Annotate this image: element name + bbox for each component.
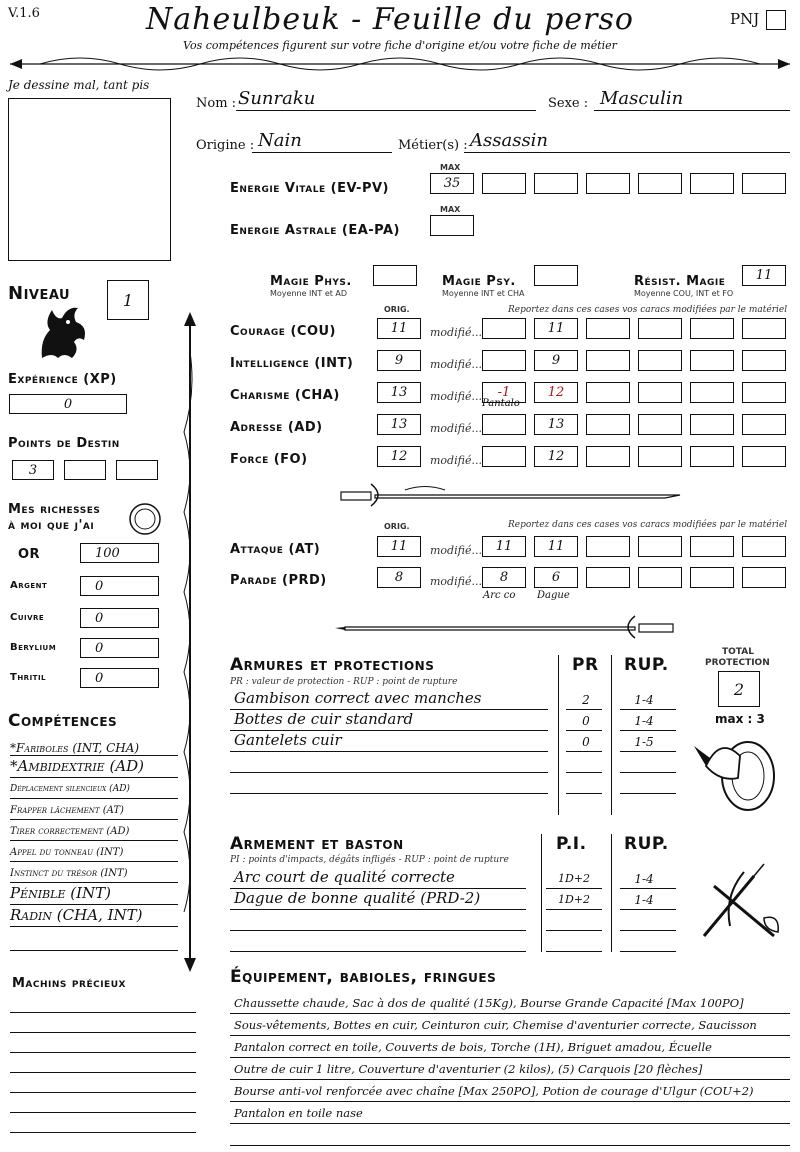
combat-mod-box[interactable]: [586, 536, 630, 557]
ea-label: Energie Astrale (EA-PA): [230, 223, 401, 238]
attr-label: Intelligence (INT): [230, 356, 354, 371]
armor-col-rup: RUP.: [624, 655, 669, 675]
ea-max-label: MAX: [440, 205, 461, 214]
armor-row-rup[interactable]: 1-4: [634, 693, 654, 707]
armor-col-divider-1: [558, 655, 559, 815]
combat-mod-box[interactable]: [690, 567, 734, 588]
combat-modified-label: modifié...: [430, 544, 482, 557]
xp-label: Expérience (XP): [8, 372, 117, 387]
weapon-row-line: [230, 951, 526, 952]
sex-underline: [594, 110, 790, 111]
armor-row-pr[interactable]: 0: [582, 735, 590, 749]
weapon-pi-line: [546, 909, 602, 910]
ea-max-box[interactable]: [430, 215, 474, 236]
job-value[interactable]: Assassin: [470, 130, 549, 151]
attr-mod-box[interactable]: [690, 350, 734, 371]
coin-icon: [128, 502, 162, 536]
attr-mod-box[interactable]: [586, 446, 630, 467]
npc-checkbox[interactable]: [766, 10, 786, 30]
weapon-pi-line: [546, 888, 602, 889]
attr-mod-box[interactable]: [742, 350, 786, 371]
skill-line: [10, 819, 178, 820]
npc-label: PNJ: [730, 10, 760, 28]
helmet-shield-icon: [692, 726, 782, 816]
armor-row-name[interactable]: Gambison correct avec manches: [234, 689, 482, 707]
attr-mod-box[interactable]: [638, 350, 682, 371]
wealth-label: Argent: [10, 580, 48, 591]
equipment-line[interactable]: Pantalon en toile nase: [234, 1106, 363, 1120]
equipment-underline: [230, 1079, 790, 1080]
precious-line[interactable]: [10, 1132, 196, 1133]
attr-mod-box[interactable]: [690, 382, 734, 403]
weapon-row-pi[interactable]: 1D+2: [557, 893, 591, 906]
resist-magic-box[interactable]: 11: [742, 265, 786, 286]
equipment-underline: [230, 1013, 790, 1014]
skill-item[interactable]: *Fariboles (INT, CHA): [10, 741, 140, 755]
origin-value[interactable]: Nain: [258, 130, 302, 151]
attr-mod-box[interactable]: [742, 446, 786, 467]
weapon-pi-line: [546, 930, 602, 931]
magic-psy-sub: Moyenne INT et CHA: [442, 289, 525, 298]
wealth-value-box[interactable]: 0: [80, 638, 159, 658]
combat-mod-box[interactable]: 11: [534, 536, 578, 557]
attr-orig-box[interactable]: 12: [377, 446, 421, 467]
wealth-label: Thritil: [10, 672, 47, 683]
ev-box-3[interactable]: [586, 173, 630, 194]
attr-mod-box[interactable]: [586, 318, 630, 339]
combat-orig-label: ORIG.: [384, 522, 410, 531]
max-protection-label: max : 3: [715, 712, 765, 726]
ev-max-label: MAX: [440, 163, 461, 172]
weapon-row-rup[interactable]: 1-4: [634, 872, 654, 886]
combat-note: Reportez dans ces cases vos caracs modifiées par le matériel: [508, 520, 788, 530]
weapon-rup-line: [620, 930, 676, 931]
ev-label: Energie Vitale (EV-PV): [230, 181, 389, 196]
wealth-value-box[interactable]: 100: [80, 543, 159, 563]
weapon-rup-line: [620, 888, 676, 889]
attr-mod-box[interactable]: [586, 382, 630, 403]
weapons-sub: PI : points d'impacts, dégâts infligés - RUP : point de rupture: [230, 855, 509, 865]
armor-row-line: [230, 793, 548, 794]
weapon-pi-line: [546, 951, 602, 952]
combat-orig-box[interactable]: 11: [377, 536, 421, 557]
skills-title: Compétences: [8, 711, 118, 731]
skill-line: [10, 950, 178, 951]
armor-row-line: [230, 772, 548, 773]
equipment-line[interactable]: Outre de cuir 1 litre, Couverture d'aventurier (2 kilos), (5) Carquois [20 flèches]: [234, 1062, 703, 1076]
skill-item[interactable]: Radin (CHA, INT): [10, 906, 143, 924]
attr-note: Reportez dans ces cases vos caracs modifiées par le matériel: [508, 305, 788, 315]
xp-box[interactable]: 0: [9, 394, 127, 414]
weapon-row-pi[interactable]: 1D+2: [557, 872, 591, 885]
total-protection-label-2: PROTECTION: [705, 658, 770, 668]
equipment-underline: [230, 1057, 790, 1058]
skill-line: [10, 798, 178, 799]
ev-box-6[interactable]: [742, 173, 786, 194]
attr-mod-box[interactable]: 9: [534, 350, 578, 371]
magic-phys-box[interactable]: [373, 265, 417, 286]
armor-row-name[interactable]: Bottes de cuir standard: [234, 710, 414, 728]
attr-modified-label: modifié...: [430, 422, 482, 435]
attr-orig-box[interactable]: 13: [377, 414, 421, 435]
level-box[interactable]: 1: [107, 280, 149, 320]
attr-mod-box[interactable]: 12: [534, 382, 578, 403]
armor-row-pr[interactable]: 2: [582, 693, 590, 707]
sword-ornament-2: [335, 612, 685, 642]
armor-pr-line: [566, 793, 602, 794]
attr-mod-box[interactable]: [638, 446, 682, 467]
attr-modified-label: modifié...: [430, 390, 482, 403]
combat-note-dague: Dague: [537, 590, 570, 601]
weapon-rup-line: [620, 951, 676, 952]
attr-mod-box[interactable]: 11: [534, 318, 578, 339]
equipment-title: Équipement, babioles, fringues: [230, 967, 497, 987]
wealth-label: Berylium: [10, 642, 57, 653]
origin-label: Origine :: [196, 138, 255, 153]
sword-ornament-1: [335, 480, 685, 510]
armor-sub: PR : valeur de protection - RUP : point de rupture: [230, 677, 458, 687]
skill-item[interactable]: Pénible (INT): [10, 884, 112, 902]
weapon-row-line: [230, 909, 526, 910]
attr-orig-box[interactable]: 9: [377, 350, 421, 371]
attr-mod-box[interactable]: [586, 350, 630, 371]
combat-mod-box[interactable]: [638, 567, 682, 588]
combat-label: Attaque (AT): [230, 542, 321, 557]
armor-pr-line: [566, 751, 602, 752]
attr-orig-box[interactable]: 13: [377, 382, 421, 403]
precious-line[interactable]: [10, 1012, 196, 1013]
equipment-underline: [230, 1035, 790, 1036]
attr-mod-box[interactable]: [638, 382, 682, 403]
armor-rup-line: [620, 772, 676, 773]
combat-mod-box[interactable]: [586, 567, 630, 588]
weapons-col-divider-2: [611, 834, 612, 952]
attr-label: Adresse (AD): [230, 420, 323, 435]
combat-mod-box[interactable]: 6: [534, 567, 578, 588]
total-protection-box[interactable]: 2: [718, 671, 760, 707]
attr-mod-box[interactable]: [690, 318, 734, 339]
destiny-box-2[interactable]: [64, 460, 106, 480]
attr-mod-box[interactable]: [586, 414, 630, 435]
wealth-value-box[interactable]: 0: [80, 668, 159, 688]
combat-label: Parade (PRD): [230, 573, 327, 588]
magic-phys-sub: Moyenne INT et AD: [270, 289, 348, 298]
attr-mod-box[interactable]: 13: [534, 414, 578, 435]
level-label: Niveau: [8, 283, 71, 304]
destiny-label: Points de Destin: [8, 436, 120, 451]
armor-col-pr: PR: [572, 655, 599, 675]
attr-orig-box[interactable]: 11: [377, 318, 421, 339]
attr-orig-label: ORIG.: [384, 305, 410, 314]
skill-item[interactable]: Déplacement silencieux (AD): [10, 784, 130, 794]
equipment-underline: [230, 1101, 790, 1102]
equipment-line[interactable]: Bourse anti-vol renforcée avec chaîne [Max 250PO], Potion de courage d'Ulgur (COU+2): [234, 1084, 754, 1098]
precious-line[interactable]: [10, 1072, 196, 1073]
wealth-value-box[interactable]: 0: [80, 576, 159, 596]
equipment-line[interactable]: Sous-vêtements, Bottes en cuir, Ceinturon cuir, Chemise d'aventurier correcte, Saucisson: [234, 1018, 757, 1032]
total-protection-label-1: TOTAL: [722, 647, 754, 657]
equipment-underline: [230, 1123, 790, 1124]
version-label: V.1.6: [8, 6, 40, 21]
origin-underline: [252, 152, 392, 153]
armor-row-pr[interactable]: 0: [582, 714, 590, 728]
sex-value[interactable]: Masculin: [600, 88, 684, 109]
weapons-col-pi: P.I.: [556, 834, 587, 854]
skill-item[interactable]: Appel du tonneau (INT): [10, 847, 124, 858]
attr-mod-box[interactable]: [690, 446, 734, 467]
ev-box-1[interactable]: [482, 173, 526, 194]
wealth-label-2: à moi que j'ai: [8, 518, 95, 533]
precious-title: Machins précieux: [12, 976, 126, 991]
job-label: Métier(s) :: [398, 138, 468, 153]
skill-line: [10, 777, 178, 778]
attr-mod-box[interactable]: [638, 414, 682, 435]
weapon-rup-line: [620, 909, 676, 910]
attr-modified-label: modifié...: [430, 326, 482, 339]
sex-label: Sexe :: [548, 96, 589, 111]
weapon-row-rup[interactable]: 1-4: [634, 893, 654, 907]
destiny-box-3[interactable]: [116, 460, 158, 480]
equipment-line[interactable]: Chaussette chaude, Sac à dos de qualité (15Kg), Bourse Grande Capacité [Max 100PO]: [234, 996, 744, 1010]
armor-rup-line: [620, 793, 676, 794]
armor-pr-line: [566, 730, 602, 731]
weapon-row-line: [230, 930, 526, 931]
attr-mod-box[interactable]: [690, 414, 734, 435]
attr-label: Charisme (CHA): [230, 388, 340, 403]
armor-rup-line: [620, 751, 676, 752]
skill-line: [10, 755, 178, 756]
precious-line[interactable]: [10, 1112, 196, 1113]
attr-mod-box[interactable]: [742, 318, 786, 339]
wealth-label: OR: [18, 547, 41, 562]
equipment-line[interactable]: Pantalon correct en toile, Couverts de bois, Torche (1H), Briguet amadou, Écuelle: [234, 1040, 712, 1054]
armor-rup-line: [620, 709, 676, 710]
skill-line: [10, 840, 178, 841]
weapons-icon: [694, 856, 784, 946]
ev-box-2[interactable]: [534, 173, 578, 194]
attr-mod-box[interactable]: [482, 414, 526, 435]
armor-pr-line: [566, 709, 602, 710]
attr-modified-label: modifié...: [430, 358, 482, 371]
equipment-underline: [230, 1145, 790, 1146]
attr-label: Force (FO): [230, 452, 308, 467]
skill-item[interactable]: Frapper lâchement (AT): [10, 805, 124, 816]
sheet-subtitle: Vos compétences figurent sur votre fiche d'origine et/ou votre fiche de métier: [183, 39, 617, 52]
attr-mod-box[interactable]: [638, 318, 682, 339]
ev-box-5[interactable]: [690, 173, 734, 194]
skill-line: [10, 904, 178, 905]
portrait-box[interactable]: [8, 98, 171, 261]
skill-item[interactable]: Instinct du trésor (INT): [10, 868, 128, 879]
attr-mod-box[interactable]: [482, 350, 526, 371]
attr-mod-box[interactable]: 12: [534, 446, 578, 467]
skill-item[interactable]: Tirer correctement (AD): [10, 826, 130, 837]
combat-mod-box[interactable]: [638, 536, 682, 557]
combat-note-arc: Arc co: [483, 590, 516, 601]
weapon-row-name[interactable]: Dague de bonne qualité (PRD-2): [234, 889, 481, 907]
portrait-caption: Je dessine mal, tant pis: [8, 78, 150, 92]
name-label: Nom :: [196, 96, 237, 111]
attr-mod-box[interactable]: [742, 382, 786, 403]
job-underline: [464, 152, 790, 153]
resist-magic-label: Résist. Magie: [634, 274, 726, 289]
precious-line[interactable]: [10, 1052, 196, 1053]
staff-ornament: [180, 312, 200, 972]
skill-item[interactable]: *Ambidextrie (AD): [10, 757, 145, 775]
weapons-col-rup: RUP.: [624, 834, 669, 854]
attr-cha-note: Pantalo: [482, 398, 520, 409]
armor-pr-line: [566, 772, 602, 773]
name-value[interactable]: Sunraku: [238, 88, 316, 109]
attr-mod-box[interactable]: [482, 318, 526, 339]
armor-row-line: [230, 751, 548, 752]
armor-col-divider-2: [611, 655, 612, 815]
combat-mod-box[interactable]: [742, 536, 786, 557]
header-ornament: [0, 52, 800, 76]
wealth-label-1: Mes richesses: [8, 502, 101, 517]
armor-title: Armures et protections: [230, 655, 435, 675]
attr-label: Courage (COU): [230, 324, 336, 339]
destiny-box-1[interactable]: 3: [12, 460, 54, 480]
combat-orig-box[interactable]: 8: [377, 567, 421, 588]
precious-line[interactable]: [10, 1092, 196, 1093]
name-underline: [236, 110, 536, 111]
precious-line[interactable]: [10, 1032, 196, 1033]
armor-row-name[interactable]: Gantelets cuir: [234, 731, 342, 749]
armor-rup-line: [620, 730, 676, 731]
weapons-col-divider-1: [541, 834, 542, 952]
skill-line: [10, 861, 178, 862]
combat-mod-box[interactable]: [742, 567, 786, 588]
armor-row-rup[interactable]: 1-5: [634, 735, 654, 749]
sheet-title: Naheulbeuk - Feuille du perso: [146, 2, 634, 37]
skill-line: [10, 926, 178, 927]
resist-magic-sub: Moyenne COU, INT et FO: [634, 289, 734, 298]
armor-row-rup[interactable]: 1-4: [634, 714, 654, 728]
attr-mod-box[interactable]: [482, 446, 526, 467]
attr-mod-box[interactable]: [742, 414, 786, 435]
ev-max-box[interactable]: 35: [430, 173, 474, 194]
wealth-value-box[interactable]: 0: [80, 608, 159, 628]
weapons-title: Armement et baston: [230, 834, 404, 854]
combat-mod-box[interactable]: 8: [482, 567, 526, 588]
magic-psy-box[interactable]: [534, 265, 578, 286]
magic-phys-label: Magie Phys.: [270, 274, 352, 289]
attr-mod-box[interactable]: -1: [482, 382, 526, 403]
wealth-label: Cuivre: [10, 612, 45, 623]
ev-box-4[interactable]: [638, 173, 682, 194]
skill-line: [10, 882, 178, 883]
combat-mod-box[interactable]: [690, 536, 734, 557]
dragon-icon: [32, 300, 92, 362]
combat-mod-box[interactable]: 11: [482, 536, 526, 557]
attr-modified-label: modifié...: [430, 454, 482, 467]
magic-psy-label: Magie Psy.: [442, 274, 516, 289]
combat-modified-label: modifié...: [430, 575, 482, 588]
weapon-row-name[interactable]: Arc court de qualité correcte: [234, 868, 455, 886]
